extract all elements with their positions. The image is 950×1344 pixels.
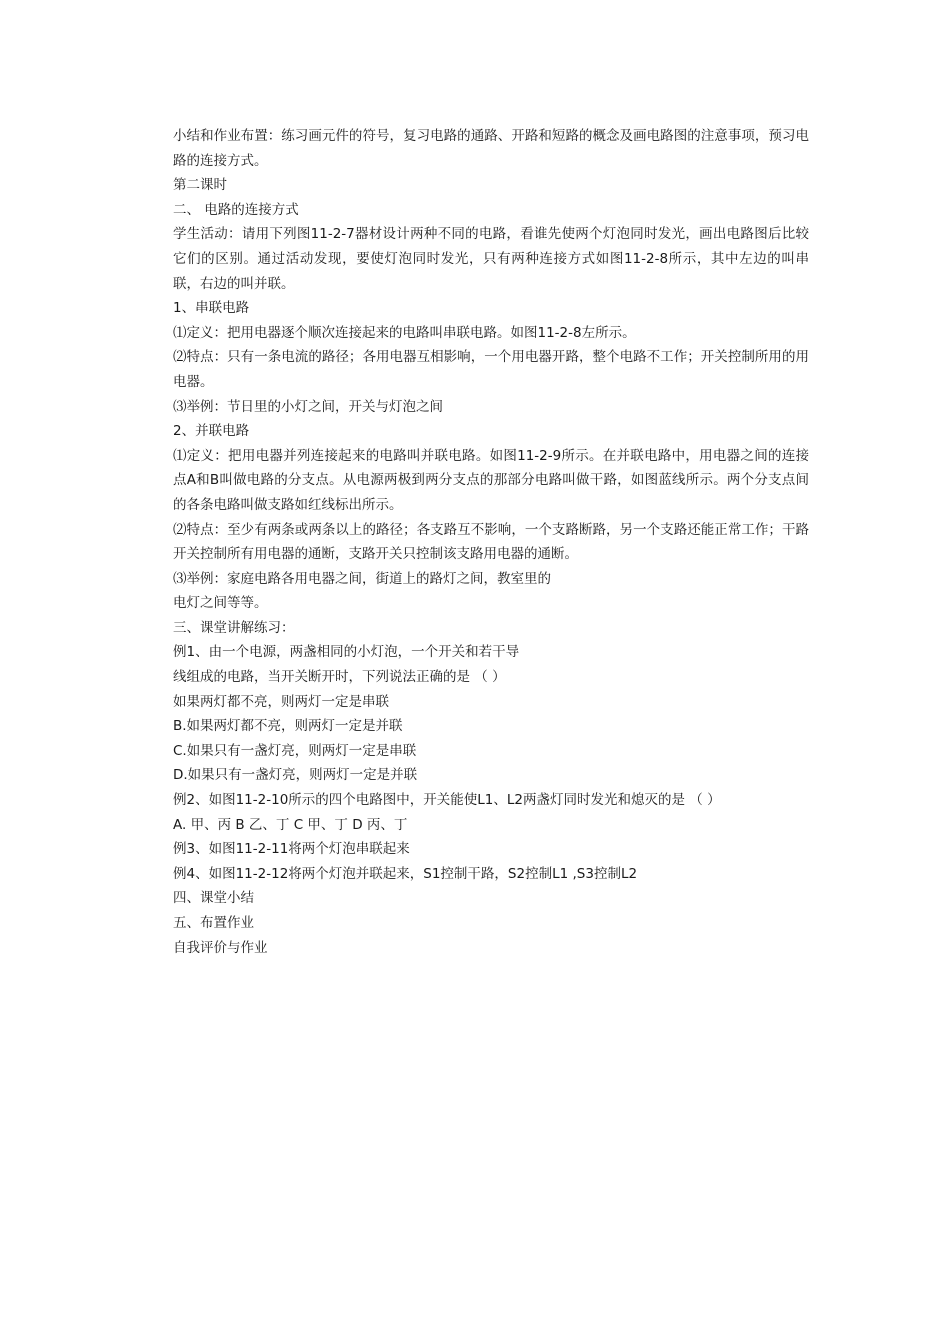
subheading-parallel-circuit: 2、并联电路: [173, 423, 250, 440]
paragraph-parallel-features: ⑵特点：至少有两条或两条以上的路径；各支路互不影响，一个支路断路，另一个支路还能正常工作；干路开关控制所有用电器的通断，支路开关只控制该支路用电器的通断。: [173, 521, 809, 563]
paragraph-series-features: ⑵特点：只有一条电流的路径；各用电器互相影响，一个用电器开路，整个电路不工作；开关控制所用的用电器。: [173, 349, 809, 390]
paragraph-parallel-definition: ⑴定义：把用电器并列连接起来的电路叫并联电路。如图11-2-9所示。在并联电路中，用电器之间的连接点A和B叫做电路的分支点。从电源两极到两分支点的那部分电路叫做干路，如图蓝线所示。两个分支点间的各条电路叫做支路如红线标出所示。: [173, 447, 809, 513]
example-4: 例4、如图11-2-12将两个灯泡并联起来，S1控制干路，S2控制L1 ,S3控制L2: [173, 865, 638, 882]
example-1-option-a: 如果两灯都不亮，则两灯一定是串联: [173, 693, 389, 710]
paragraph-parallel-examples: ⑶举例：家庭电路各用电器之间，街道上的路灯之间，教室里的: [173, 570, 551, 587]
example-1-line-2: 线组成的电路，当开关断开时，下列说法正确的是 （ ）: [173, 669, 506, 686]
paragraph-second-lesson: 第二课时: [173, 177, 227, 194]
example-2-question: 例2、如图11-2-10所示的四个电路图中，开关能使L1、L2两盏灯同时发光和熄灭的是 （ ）: [173, 792, 721, 809]
subheading-series-circuit: 1、串联电路: [173, 300, 250, 317]
section-heading-practice: 三、课堂讲解练习：: [173, 619, 295, 636]
paragraph-parallel-examples-cont: 电灯之间等等。: [173, 595, 268, 612]
paragraph-series-definition: ⑴定义：把用电器逐个顺次连接起来的电路叫串联电路。如图11-2-8左所示。: [173, 324, 636, 341]
document-page: [143, 124, 809, 960]
section-heading-summary: 四、课堂小结: [173, 890, 254, 907]
example-1-option-c: C.如果只有一盏灯亮，则两灯一定是串联: [173, 742, 417, 759]
paragraph-series-examples: ⑶举例：节日里的小灯之间，开关与灯泡之间: [173, 398, 443, 415]
example-1-option-d: D.如果只有一盏灯亮，则两灯一定是并联: [173, 767, 418, 784]
example-3: 例3、如图11-2-11将两个灯泡串联起来: [173, 841, 410, 858]
example-1-option-b: B.如果两灯都不亮，则两灯一定是并联: [173, 718, 403, 735]
section-heading-homework: 五、布置作业: [173, 915, 254, 931]
paragraph-self-evaluation: 自我评价与作业: [173, 939, 268, 956]
section-heading-connection: 二、 电路的连接方式: [173, 201, 299, 218]
example-1-line-1: 例1、由一个电源，两盏相同的小灯泡，一个开关和若干导: [173, 644, 520, 661]
paragraph-student-activity: 学生活动：请用下列图11-2-7器材设计两种不同的电路，看谁先使两个灯泡同时发光，画出电路图后比较它们的区别。通过活动发现，要使灯泡同时发光，只有两种连接方式如图11-2-8所示，其中左边的叫串联，右边的叫并联。: [173, 226, 809, 292]
example-2-options: A. 甲、丙 B 乙、丁 C 甲、丁 D 丙、丁: [173, 816, 408, 833]
paragraph-summary: 小结和作业布置：练习画元件的符号，复习电路的通路、开路和短路的概念及画电路图的注意事项，预习电路的连接方式。: [173, 128, 809, 169]
